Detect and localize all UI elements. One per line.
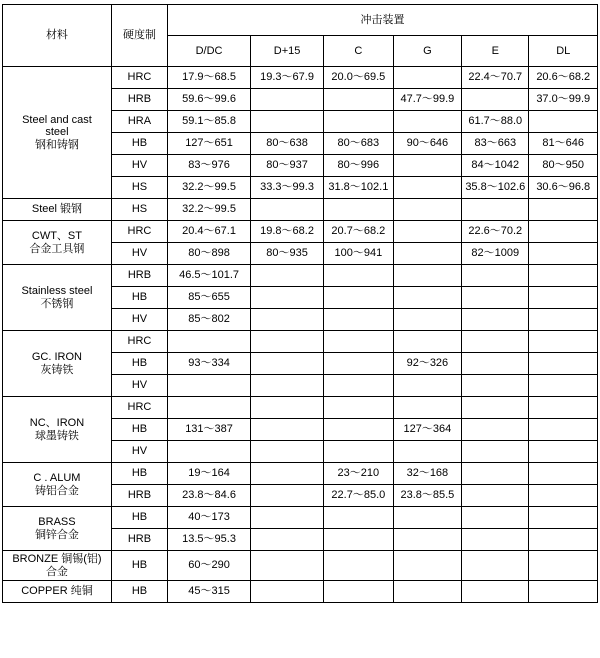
- range-cell: 80～638: [251, 133, 324, 155]
- range-cell: [393, 441, 461, 463]
- hardness-scale-cell: HB: [111, 287, 167, 309]
- table-body: [3, 67, 598, 603]
- hardness-scale-cell: HB: [111, 353, 167, 375]
- range-cell: [324, 441, 394, 463]
- table-header: [3, 5, 598, 67]
- hardness-scale-cell: HRB: [111, 485, 167, 507]
- range-cell: 20.4～67.1: [168, 221, 251, 243]
- range-cell: [462, 375, 529, 397]
- range-cell: [251, 485, 324, 507]
- hardness-range-table: [2, 4, 598, 603]
- material-label-line: Steel and cast: [22, 113, 92, 126]
- range-cell: [462, 419, 529, 441]
- range-cell: [462, 353, 529, 375]
- range-cell: [168, 397, 251, 419]
- range-cell: [393, 331, 461, 353]
- range-cell: 19～164: [168, 463, 251, 485]
- range-cell: [251, 309, 324, 331]
- material-label-line: BRONZE 铜锡(铝): [12, 553, 102, 565]
- range-cell: 22.6～70.2: [462, 221, 529, 243]
- hardness-scale-cell: HV: [111, 243, 167, 265]
- range-cell: [393, 265, 461, 287]
- table-row: [3, 331, 598, 353]
- material-label-line: 灰铸铁: [40, 363, 74, 376]
- range-cell: [324, 111, 394, 133]
- range-cell: [462, 485, 529, 507]
- range-cell: [529, 397, 598, 419]
- hardness-scale-cell: HB: [111, 133, 167, 155]
- range-cell: 30.6～96.8: [529, 177, 598, 199]
- material-label-line: 不锈钢: [40, 297, 74, 310]
- range-cell: [529, 331, 598, 353]
- hardness-scale-cell: HB: [111, 551, 167, 581]
- range-cell: 33.3～99.3: [251, 177, 324, 199]
- material-label-line: Stainless steel: [21, 284, 93, 297]
- table-row: [3, 551, 598, 581]
- range-cell: [462, 507, 529, 529]
- range-cell: 17.9～68.5: [168, 67, 251, 89]
- range-cell: [529, 375, 598, 397]
- hardness-scale-cell: HRB: [111, 265, 167, 287]
- range-cell: 19.3～67.9: [251, 67, 324, 89]
- range-cell: [251, 265, 324, 287]
- range-cell: 20.7～68.2: [324, 221, 394, 243]
- range-cell: [529, 463, 598, 485]
- range-cell: 82～1009: [462, 243, 529, 265]
- table-row: [3, 581, 598, 603]
- range-cell: 23.8～84.6: [168, 485, 251, 507]
- material-label-line: steel: [45, 126, 69, 139]
- range-cell: 80～937: [251, 155, 324, 177]
- header-row-top: [3, 5, 598, 36]
- material-label-line: 铜锌合金: [34, 528, 79, 541]
- range-cell: [393, 221, 461, 243]
- range-cell: [393, 177, 461, 199]
- material-cell: [3, 199, 112, 221]
- range-cell: [529, 111, 598, 133]
- range-cell: 13.5～95.3: [168, 529, 251, 551]
- range-cell: [251, 441, 324, 463]
- range-cell: [393, 551, 461, 581]
- material-label-line: COPPER 纯铜: [21, 585, 93, 598]
- material-cell: [3, 507, 112, 551]
- range-cell: [529, 353, 598, 375]
- range-cell: [462, 89, 529, 111]
- range-cell: 20.6～68.2: [529, 67, 598, 89]
- range-cell: [393, 287, 461, 309]
- range-cell: [529, 441, 598, 463]
- header-material: 材料: [3, 5, 112, 67]
- material-cell: [3, 397, 112, 463]
- range-cell: 32～168: [393, 463, 461, 485]
- range-cell: [324, 581, 394, 603]
- range-cell: [393, 529, 461, 551]
- range-cell: [251, 375, 324, 397]
- hardness-scale-cell: HS: [111, 199, 167, 221]
- material-cell: [3, 67, 112, 199]
- header-device-d-dc: D/DC: [168, 36, 251, 67]
- material-label-line: Steel 锻钢: [31, 203, 83, 216]
- range-cell: 59.1～85.8: [168, 111, 251, 133]
- range-cell: [393, 243, 461, 265]
- hardness-scale-cell: HRC: [111, 397, 167, 419]
- range-cell: [462, 331, 529, 353]
- range-cell: 80～683: [324, 133, 394, 155]
- hardness-scale-cell: HS: [111, 177, 167, 199]
- range-cell: [393, 199, 461, 221]
- range-cell: [462, 199, 529, 221]
- range-cell: [529, 485, 598, 507]
- range-cell: 93～334: [168, 353, 251, 375]
- range-cell: [324, 353, 394, 375]
- range-cell: [251, 397, 324, 419]
- material-cell: [3, 551, 112, 581]
- range-cell: [462, 551, 529, 581]
- range-cell: [529, 287, 598, 309]
- range-cell: 45～315: [168, 581, 251, 603]
- range-cell: [324, 199, 394, 221]
- range-cell: 23.8～85.5: [393, 485, 461, 507]
- range-cell: [529, 529, 598, 551]
- header-device-e: E: [462, 36, 529, 67]
- table-row: [3, 221, 598, 243]
- range-cell: [324, 287, 394, 309]
- range-cell: 20.0～69.5: [324, 67, 394, 89]
- range-cell: [251, 287, 324, 309]
- range-cell: [393, 111, 461, 133]
- hardness-scale-cell: HRC: [111, 221, 167, 243]
- material-label-line: 铸铝合金: [34, 484, 79, 497]
- range-cell: [251, 529, 324, 551]
- range-cell: [529, 221, 598, 243]
- range-cell: [251, 581, 324, 603]
- range-cell: [168, 331, 251, 353]
- range-cell: [529, 199, 598, 221]
- hardness-scale-cell: HB: [111, 419, 167, 441]
- table-row: [3, 397, 598, 419]
- range-cell: 32.2～99.5: [168, 199, 251, 221]
- range-cell: 80～935: [251, 243, 324, 265]
- hardness-scale-cell: HB: [111, 581, 167, 603]
- range-cell: [393, 375, 461, 397]
- material-cell: [3, 331, 112, 397]
- range-cell: 85～655: [168, 287, 251, 309]
- header-device-d15: D+15: [251, 36, 324, 67]
- hardness-scale-cell: HRC: [111, 331, 167, 353]
- range-cell: 59.6～99.6: [168, 89, 251, 111]
- range-cell: [324, 507, 394, 529]
- range-cell: 35.8～102.6: [462, 177, 529, 199]
- range-cell: 47.7～99.9: [393, 89, 461, 111]
- range-cell: [462, 397, 529, 419]
- range-cell: 31.8～102.1: [324, 177, 394, 199]
- range-cell: 100～941: [324, 243, 394, 265]
- material-cell: [3, 581, 112, 603]
- hardness-scale-cell: HV: [111, 155, 167, 177]
- hardness-scale-cell: HRC: [111, 67, 167, 89]
- range-cell: [168, 441, 251, 463]
- range-cell: [462, 265, 529, 287]
- header-hardness-scale: 硬度制: [111, 5, 167, 67]
- range-cell: [251, 111, 324, 133]
- range-cell: [393, 507, 461, 529]
- header-impact-device: 冲击装置: [168, 5, 598, 36]
- range-cell: [393, 67, 461, 89]
- range-cell: [529, 265, 598, 287]
- range-cell: 23～210: [324, 463, 394, 485]
- range-cell: 61.7～88.0: [462, 111, 529, 133]
- range-cell: [251, 89, 324, 111]
- table-row: [3, 265, 598, 287]
- hardness-scale-cell: HRA: [111, 111, 167, 133]
- header-device-c: C: [324, 36, 394, 67]
- range-cell: [529, 243, 598, 265]
- range-cell: [529, 419, 598, 441]
- table-row: [3, 199, 598, 221]
- header-device-g: G: [393, 36, 461, 67]
- range-cell: [324, 529, 394, 551]
- range-cell: [462, 463, 529, 485]
- material-label-line: 合金: [45, 565, 68, 578]
- material-label-line: BRASS: [38, 515, 76, 528]
- range-cell: 81～646: [529, 133, 598, 155]
- range-cell: 22.4～70.7: [462, 67, 529, 89]
- range-cell: [251, 199, 324, 221]
- range-cell: [324, 419, 394, 441]
- hardness-scale-cell: HB: [111, 507, 167, 529]
- material-cell: [3, 265, 112, 331]
- range-cell: 84～1042: [462, 155, 529, 177]
- table-row: [3, 507, 598, 529]
- range-cell: 40～173: [168, 507, 251, 529]
- range-cell: [251, 353, 324, 375]
- range-cell: 80～950: [529, 155, 598, 177]
- range-cell: 46.5～101.7: [168, 265, 251, 287]
- material-cell: [3, 463, 112, 507]
- range-cell: [324, 89, 394, 111]
- range-cell: [251, 463, 324, 485]
- range-cell: 131～387: [168, 419, 251, 441]
- range-cell: 83～976: [168, 155, 251, 177]
- range-cell: [324, 397, 394, 419]
- material-label-line: 钢和铸钢: [34, 138, 79, 151]
- range-cell: [462, 309, 529, 331]
- range-cell: 32.2～99.5: [168, 177, 251, 199]
- range-cell: [393, 581, 461, 603]
- hardness-scale-cell: HV: [111, 441, 167, 463]
- range-cell: 92～326: [393, 353, 461, 375]
- range-cell: [393, 309, 461, 331]
- material-label-line: NC、IRON: [29, 416, 85, 429]
- range-cell: [462, 441, 529, 463]
- material-label-line: C . ALUM: [33, 471, 81, 484]
- material-cell: [3, 221, 112, 265]
- range-cell: [462, 529, 529, 551]
- range-cell: [324, 331, 394, 353]
- range-cell: [529, 507, 598, 529]
- material-label-line: 合金工具钢: [29, 242, 85, 255]
- range-cell: [251, 419, 324, 441]
- range-cell: [324, 265, 394, 287]
- material-label-line: GC. IRON: [31, 350, 82, 363]
- hardness-scale-cell: HB: [111, 463, 167, 485]
- hardness-scale-cell: HRB: [111, 89, 167, 111]
- hardness-scale-cell: HV: [111, 309, 167, 331]
- range-cell: 90～646: [393, 133, 461, 155]
- range-cell: [324, 375, 394, 397]
- range-cell: [168, 375, 251, 397]
- table-row: [3, 463, 598, 485]
- material-label-line: 球墨铸铁: [34, 429, 79, 442]
- range-cell: [324, 551, 394, 581]
- range-cell: 60～290: [168, 551, 251, 581]
- range-cell: [529, 309, 598, 331]
- range-cell: 127～651: [168, 133, 251, 155]
- range-cell: [324, 309, 394, 331]
- range-cell: 80～898: [168, 243, 251, 265]
- range-cell: [393, 155, 461, 177]
- range-cell: 85～802: [168, 309, 251, 331]
- material-label-line: CWT、ST: [31, 229, 82, 242]
- hardness-scale-cell: HRB: [111, 529, 167, 551]
- range-cell: 22.7～85.0: [324, 485, 394, 507]
- range-cell: 37.0～99.9: [529, 89, 598, 111]
- range-cell: 127～364: [393, 419, 461, 441]
- range-cell: 19.8～68.2: [251, 221, 324, 243]
- range-cell: 80～996: [324, 155, 394, 177]
- range-cell: [529, 551, 598, 581]
- table-row: [3, 67, 598, 89]
- range-cell: [393, 397, 461, 419]
- range-cell: 83～663: [462, 133, 529, 155]
- range-cell: [529, 581, 598, 603]
- range-cell: [462, 581, 529, 603]
- range-cell: [251, 507, 324, 529]
- range-cell: [251, 331, 324, 353]
- header-device-dl: DL: [529, 36, 598, 67]
- range-cell: [251, 551, 324, 581]
- range-cell: [462, 287, 529, 309]
- hardness-scale-cell: HV: [111, 375, 167, 397]
